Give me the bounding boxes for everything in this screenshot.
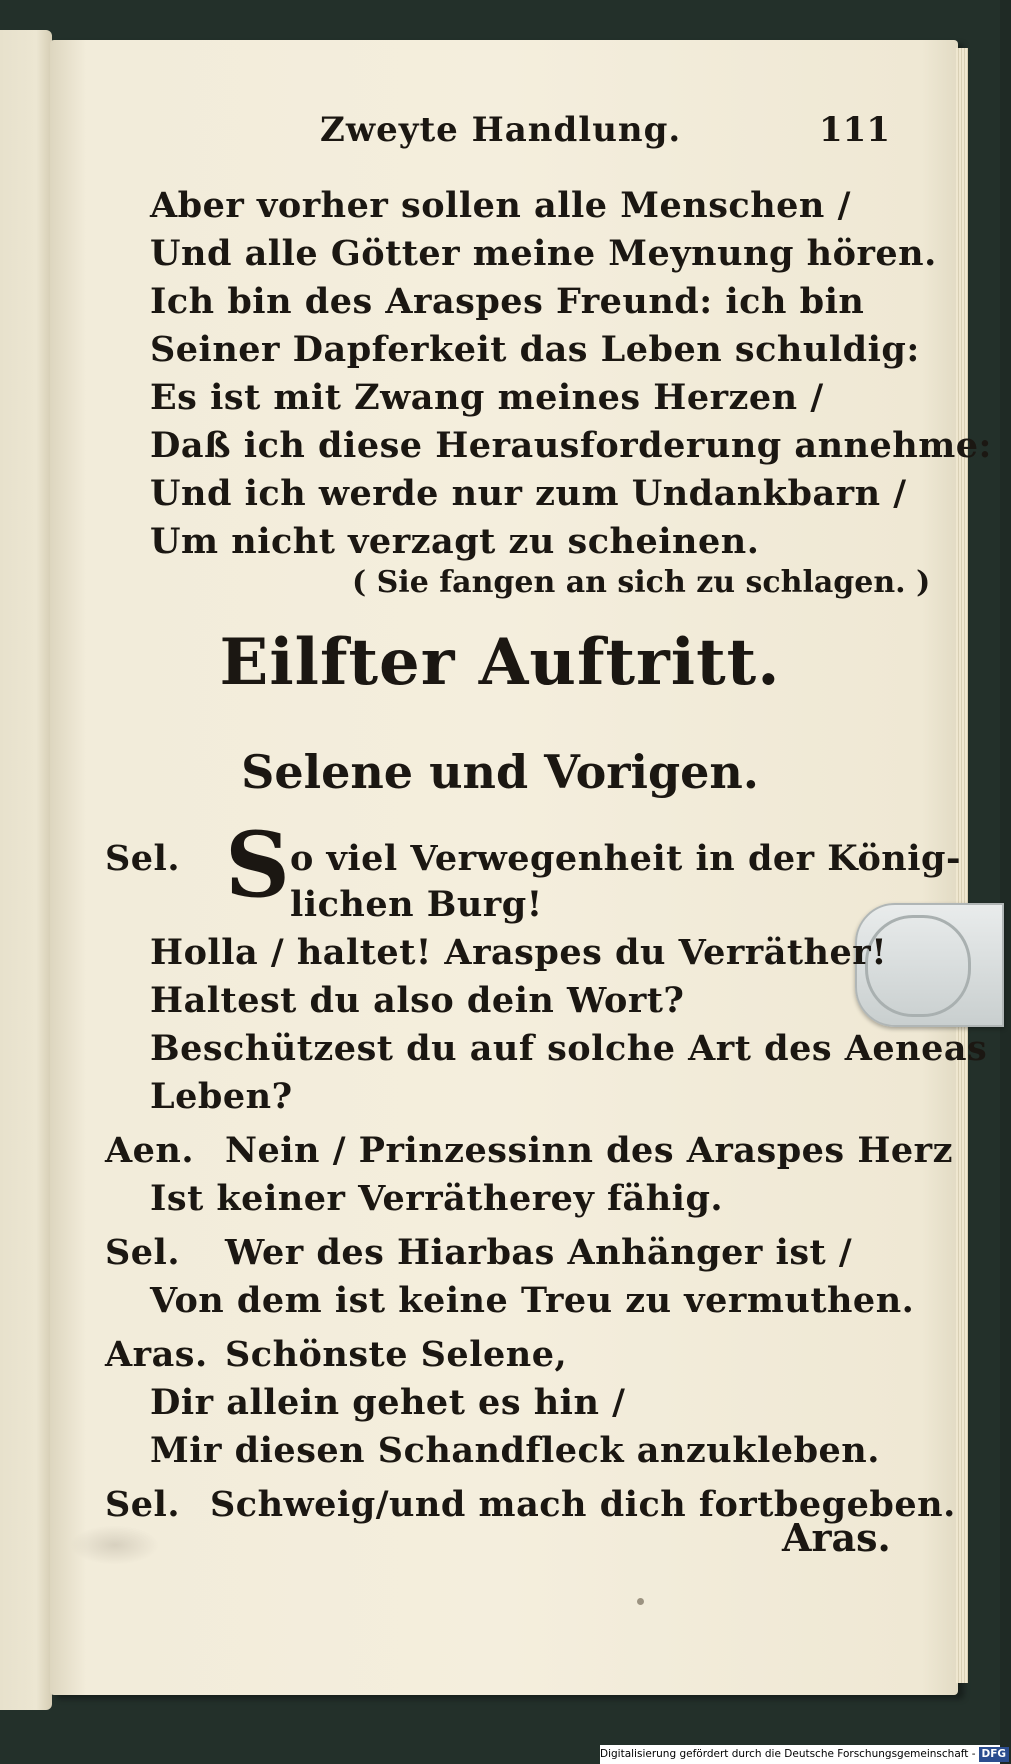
- speaker-name: Aras.: [105, 1334, 208, 1375]
- digitization-credit: [600, 1745, 1007, 1764]
- verse-line: Daß ich diese Herausforderung annehme:: [150, 425, 992, 466]
- catchword: Aras.: [782, 1515, 891, 1560]
- dialogue-line: Dir allein gehet es hin /: [150, 1382, 626, 1423]
- dialogue-line: Von dem ist keine Treu zu vermuthen.: [150, 1280, 915, 1321]
- dfg-logo: DFG: [979, 1747, 1010, 1762]
- dialogue-line: Leben?: [150, 1076, 293, 1117]
- page-number: 111: [819, 110, 890, 150]
- page-header: [250, 110, 890, 160]
- speaker-name: Sel.: [105, 1232, 181, 1273]
- verse-line: Ich bin des Araspes Freund: ich bin: [150, 281, 865, 322]
- dialogue-line: Nein / Prinzessinn des Araspes Herz: [225, 1130, 953, 1171]
- verse-line: Und alle Götter meine Meynung hören.: [150, 233, 937, 274]
- paper-spot: [637, 1598, 644, 1605]
- dialogue-line: Ist keiner Verrätherey fähig.: [150, 1178, 724, 1219]
- verse-line: Um nicht verzagt zu scheinen.: [150, 521, 760, 562]
- dialogue-line: Wer des Hiarbas Anhänger ist /: [225, 1232, 853, 1273]
- dialogue-line: Holla / haltet! Araspes du Verräther!: [150, 932, 888, 973]
- verse-line: Aber vorher sollen alle Menschen /: [150, 185, 851, 226]
- dialogue-line: Haltest du also dein Wort?: [150, 980, 685, 1021]
- speaker-name: Sel.: [105, 838, 181, 879]
- speaker-name: Sel.: [105, 1484, 181, 1525]
- scene-characters: Selene und Vorigen.: [241, 745, 759, 799]
- dialogue-line: o viel Verwegenheit in der König-: [290, 838, 962, 879]
- running-head: Zweyte Handlung.: [320, 110, 682, 150]
- ink-smudge: [70, 1525, 160, 1565]
- dialogue-line: lichen Burg!: [290, 884, 543, 925]
- stage-direction: ( Sie fangen an sich zu schlagen. ): [352, 565, 931, 600]
- verse-line: Und ich werde nur zum Undankbarn /: [150, 473, 907, 514]
- dialogue-line: Mir diesen Schandfleck anzukleben.: [150, 1430, 880, 1471]
- speaker-name: Aen.: [105, 1130, 195, 1171]
- dialogue-line: Schönste Selene,: [225, 1334, 568, 1375]
- drop-capital: S: [225, 812, 290, 918]
- verse-line: Seiner Dapferkeit das Leben schuldig:: [150, 329, 920, 370]
- dialogue-line: Schweig/und mach dich fortbegeben.: [210, 1484, 956, 1525]
- scene-title: Eilfter Auftritt.: [219, 625, 781, 700]
- credit-text: Digitalisierung gefördert durch die Deutsche Forschungsgemeinschaft -: [600, 1748, 976, 1760]
- dialogue-line: Beschützest du auf solche Art des Aeneas: [150, 1028, 988, 1069]
- verse-line: Es ist mit Zwang meines Herzen /: [150, 377, 824, 418]
